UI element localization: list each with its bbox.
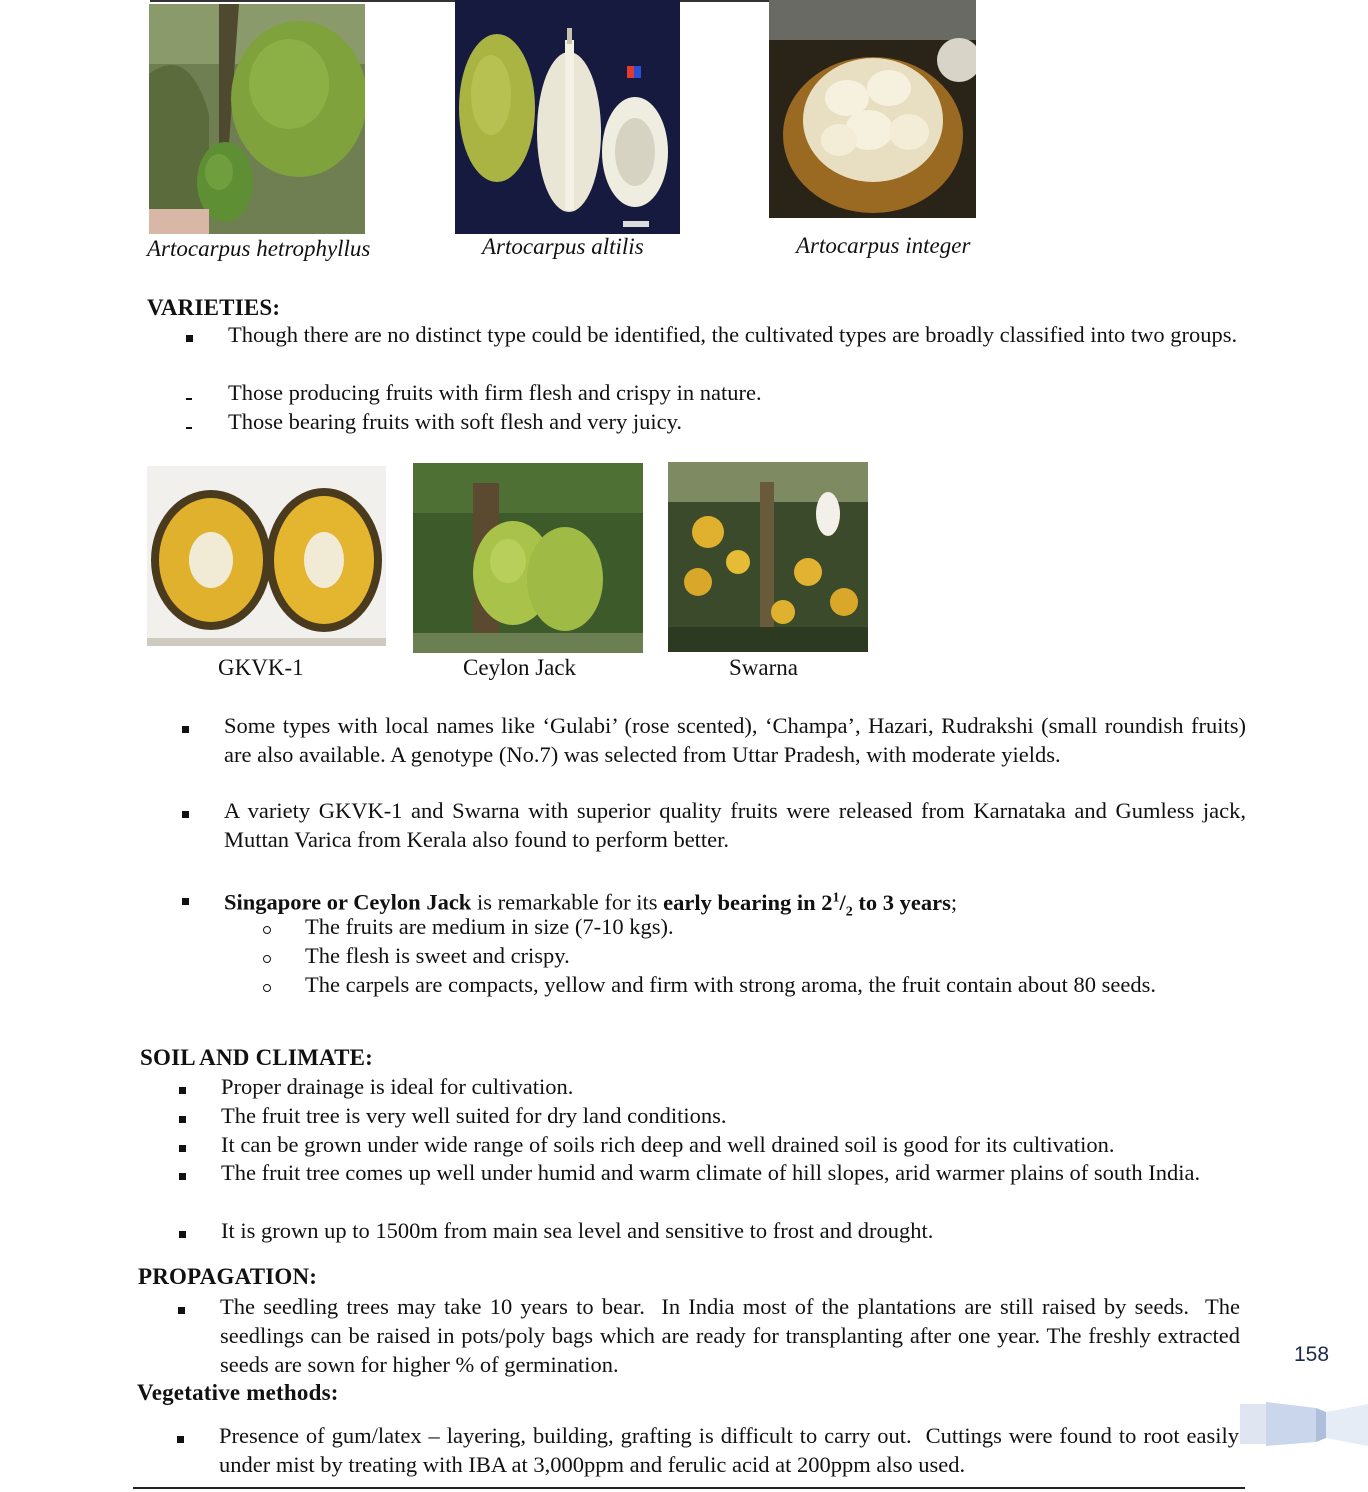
bullet-dash-icon — [186, 407, 192, 436]
footer-rule — [133, 1487, 1245, 1489]
bullet-square-icon — [182, 883, 189, 912]
variety-note-2-text: A variety GKVK-1 and Swarna with superior quality fruits were released from Karnataka and Gumless jack, Muttan Varica from Kerala also found to perform better. — [224, 798, 1246, 852]
bullet-square-icon — [186, 320, 193, 349]
soil-item-3 — [221, 1130, 1243, 1159]
variety-note-2 — [224, 796, 1246, 854]
bullet-square-icon — [178, 1292, 185, 1321]
artocarpus-heterophyllus-photo — [149, 4, 365, 234]
variety-note-1 — [224, 711, 1246, 769]
artocarpus-integer-photo — [769, 0, 976, 218]
caption-artocarpus-heterophyllus: Artocarpus hetrophyllus — [147, 236, 371, 261]
propagation-text: The seedling trees may take 10 years to bear. In India most of the plantations are still raised by seeds. The seedlings can be raised in pots/poly bags which are ready for transplanting after one year. The freshly extracted seeds are sown for higher % of germination. — [220, 1294, 1246, 1377]
page-turn-icon[interactable] — [1240, 1398, 1368, 1450]
soil-item-4 — [221, 1158, 1243, 1187]
bullet-square-icon — [179, 1101, 186, 1130]
variety-note-1-text: Some types with local names like ‘Gulabi’ (rose scented), ‘Champa’, Hazari, Rudrakshi (small roundish fruits) are also available. A genotype (No.7) was selected from Uttar Pradesh, with moderate yields. — [224, 713, 1246, 767]
singapore-point-3-text: The carpels are compacts, yellow and firm with strong aroma, the fruit contain about 80 seeds. — [305, 972, 1156, 997]
singapore-title: Singapore or Ceylon Jack — [224, 889, 472, 915]
soil-item-5-text: It is grown up to 1500m from main sea level and sensitive to frost and drought. — [221, 1218, 934, 1243]
varieties-group-2-text: Those bearing fruits with soft flesh and very juicy. — [228, 409, 683, 434]
ceylon-jack-photo — [413, 463, 643, 653]
bullet-circle-icon — [263, 912, 271, 941]
vegetative-text: Presence of gum/latex – layering, building, grafting is difficult to carry out. Cuttings were found to root easily under mist by treating with IBA at 3,000ppm and ferulic acid at 200ppm also used. — [219, 1423, 1239, 1477]
varieties-group-1 — [228, 378, 1250, 407]
caption-ceylon-jack: Ceylon Jack — [463, 655, 577, 680]
bullet-dash-icon — [186, 378, 192, 407]
artocarpus-altilis-photo — [455, 0, 680, 234]
bullet-square-icon — [182, 796, 189, 825]
singapore-point-3 — [305, 970, 1245, 999]
propagation-heading: PROPAGATION: — [138, 1264, 318, 1289]
bullet-circle-icon — [263, 941, 271, 970]
varieties-heading: VARIETIES: — [147, 295, 281, 320]
caption-artocarpus-integer: Artocarpus integer — [796, 233, 971, 258]
varieties-intro-text: Though there are no distinct type could be identified, the cultivated types are broadly classified into two groups. — [228, 322, 1238, 347]
propagation-item — [220, 1292, 1246, 1379]
page-number: 158 — [1294, 1343, 1330, 1366]
bullet-circle-icon — [263, 970, 271, 999]
soil-climate-heading: SOIL AND CLIMATE: — [140, 1045, 374, 1070]
soil-item-2 — [221, 1101, 1243, 1130]
swarna-photo — [668, 462, 868, 652]
soil-item-1-text: Proper drainage is ideal for cultivation. — [221, 1074, 574, 1099]
caption-gkvk-1: GKVK-1 — [218, 655, 304, 680]
bullet-square-icon — [177, 1421, 184, 1450]
varieties-group-2 — [228, 407, 1250, 436]
bullet-square-icon — [179, 1072, 186, 1101]
bullet-square-icon — [179, 1216, 186, 1245]
soil-item-4-text: The fruit tree comes up well under humid and warm climate of hill slopes, arid warmer plains of south India. — [221, 1160, 1201, 1185]
varieties-intro — [228, 320, 1250, 349]
soil-item-1 — [221, 1072, 1243, 1101]
soil-item-2-text: The fruit tree is very well suited for dry land conditions. — [221, 1103, 727, 1128]
singapore-point-2 — [305, 941, 1245, 970]
bullet-square-icon — [182, 711, 189, 740]
gkvk-1-photo — [147, 466, 386, 646]
varieties-group-1-text: Those producing fruits with firm flesh and crispy in nature. — [228, 380, 762, 405]
vegetative-methods-heading: Vegetative methods: — [137, 1380, 339, 1405]
singapore-text-1: is remarkable for its — [471, 889, 664, 915]
caption-artocarpus-altilis: Artocarpus altilis — [482, 234, 644, 259]
soil-item-3-text: It can be grown under wide range of soils rich deep and well drained soil is good for its cultivation. — [221, 1132, 1115, 1157]
bullet-square-icon — [179, 1158, 186, 1187]
singapore-point-1 — [305, 912, 1245, 941]
vegetative-item — [219, 1421, 1239, 1479]
soil-item-5 — [221, 1216, 1243, 1245]
bullet-square-icon — [179, 1130, 186, 1159]
singapore-point-2-text: The flesh is sweet and crispy. — [305, 943, 570, 968]
singapore-early-bearing: early bearing in $2^1/_2$ to 3 years — [663, 889, 951, 919]
singapore-text-2: ; — [950, 889, 958, 915]
singapore-point-1-text: The fruits are medium in size (7-10 kgs). — [305, 914, 674, 939]
caption-swarna: Swarna — [729, 655, 798, 680]
